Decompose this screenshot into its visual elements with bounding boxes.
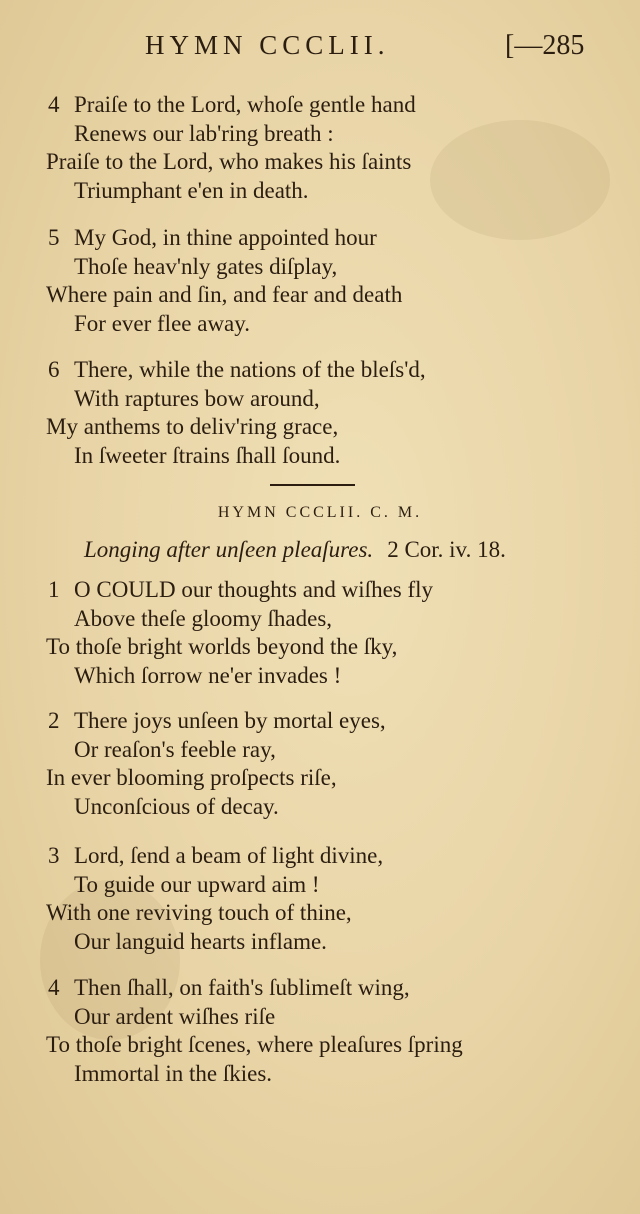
verse-line: To thoſe bright worlds beyond the ſky, [46, 634, 398, 660]
stanza [0, 224, 640, 338]
page-number: [—285 [505, 30, 585, 61]
stanza-number: 4 [48, 975, 60, 1000]
verse-line: In ever blooming proſpects riſe, [46, 765, 337, 791]
hymn-subtitle [84, 537, 506, 563]
stanza [0, 91, 640, 205]
verse-line: 4 Then ſhall, on faith's ſublimeſt wing, [0, 974, 640, 1003]
section-rule [270, 484, 355, 486]
hymn-theme: Longing after unſeen pleaſures. [84, 537, 374, 562]
scripture-reference: 2 Cor. iv. 18. [387, 537, 506, 562]
verse-line: Renews our lab'ring breath : [74, 120, 334, 146]
verse-line: Above theſe gloomy ſhades, [74, 605, 333, 631]
stanza [0, 707, 640, 821]
stanza-number: 6 [48, 357, 60, 382]
running-title: HYMN CCCLII. [145, 30, 390, 60]
stanza-number: 3 [48, 843, 60, 868]
verse-line: 3 Lord, ſend a beam of light divine, [0, 842, 640, 871]
verse-line: Unconſcious of decay. [74, 793, 279, 819]
verse-line: For ever flee away. [74, 310, 251, 336]
stanza-number: 4 [48, 92, 60, 117]
stanza-number: 5 [48, 225, 60, 250]
page-header [0, 30, 640, 70]
verse-line: Our ardent wiſhes riſe [74, 1003, 276, 1029]
verse-line: Our languid hearts inflame. [74, 928, 327, 954]
verse-line: To guide our upward aim ! [74, 871, 320, 897]
verse-line: My anthems to deliv'ring grace, [46, 414, 339, 440]
verse-line: Triumphant e'en in death. [74, 177, 309, 203]
stanza [0, 974, 640, 1088]
verse-line: Immortal in the ſkies. [74, 1060, 273, 1086]
verse-line: 1 O COULD our thoughts and wiſhes fly [0, 576, 640, 605]
verse-line: Where pain and ſin, and fear and death [46, 282, 403, 308]
verse-line: Praiſe to the Lord, who makes his ſaints [46, 149, 412, 175]
stanza [0, 356, 640, 470]
verse-line: With raptures bow around, [74, 385, 320, 411]
verse-line: In ſweeter ſtrains ſhall ſound. [74, 442, 341, 468]
verse-line: 2 There joys unſeen by mortal eyes, [0, 707, 640, 736]
verse-line: 5 My God, in thine appointed hour [0, 224, 640, 253]
stanza [0, 842, 640, 956]
verse-line: Which ſorrow ne'er invades ! [74, 662, 342, 688]
verse-line: 6 There, while the nations of the bleſs'd, [0, 356, 640, 385]
stanza [0, 576, 640, 690]
verse-line: Or reaſon's feeble ray, [74, 736, 276, 762]
verse-line: Thoſe heav'nly gates diſplay, [74, 253, 338, 279]
hymn-heading: HYMN CCCLII. C. M. [217, 504, 423, 521]
stanza-number: 2 [48, 708, 60, 733]
verse-line: With one reviving touch of thine, [46, 900, 352, 926]
verse-line: To thoſe bright ſcenes, where pleaſures ſpring [46, 1032, 463, 1058]
stanza-number: 1 [48, 577, 60, 602]
verse-line: 4 Praiſe to the Lord, whoſe gentle hand [0, 91, 640, 120]
